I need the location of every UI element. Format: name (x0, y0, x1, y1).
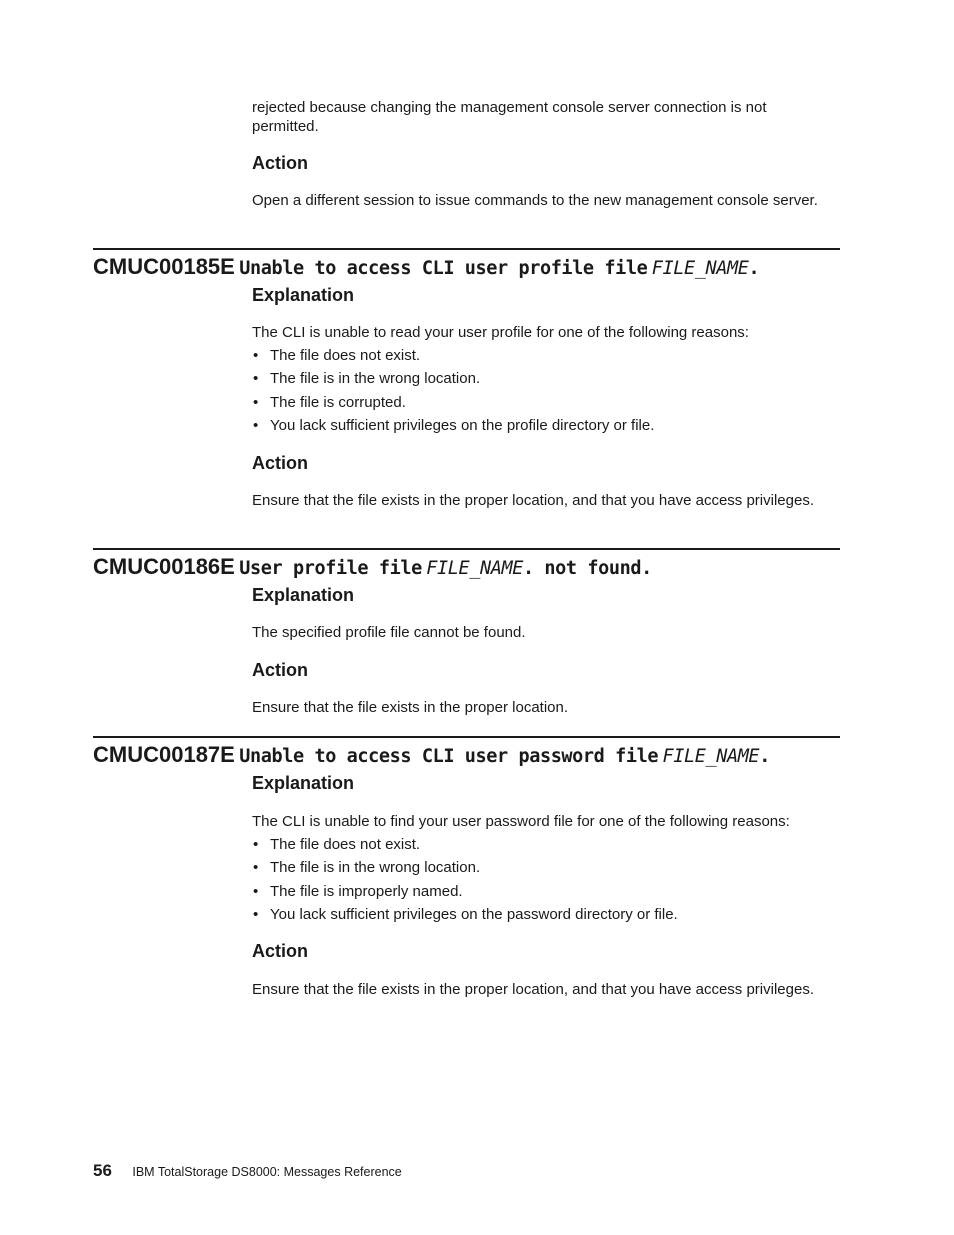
action-text: Ensure that the file exists in the proper location, and that you have access privileges. (252, 981, 814, 998)
list-item: • The file is improperly named. (252, 882, 832, 901)
page-number: 56 (93, 1161, 112, 1180)
explanation-text: The specified profile file cannot be found. (252, 624, 526, 641)
reason-list (252, 346, 832, 439)
message-text: Unable to access CLI user profile file (239, 258, 648, 279)
message-variable: FILE_NAME (662, 746, 760, 767)
action-text: Open a different session to issue commands to the new management console server. (252, 192, 818, 209)
action-heading: Action (252, 453, 308, 473)
book-title: IBM TotalStorage DS8000: Messages Reference (132, 1165, 402, 1179)
explanation-text: The CLI is unable to find your user password file for one of the following reasons: (252, 813, 790, 830)
explanation-heading: Explanation (252, 773, 355, 793)
list-item: • The file is in the wrong location. (252, 858, 832, 877)
message-text-end: . (748, 258, 760, 279)
message-variable: FILE_NAME (426, 558, 523, 579)
message-title (93, 742, 770, 768)
message-header-cmuc00185e (93, 248, 840, 279)
page-footer (93, 1161, 402, 1181)
action-text: Ensure that the file exists in the proper location. (252, 699, 569, 716)
message-id: CMUC00185E (93, 254, 235, 279)
intro-text: rejected because changing the management console server connection is not permitted. (252, 99, 767, 135)
explanation-text: The CLI is unable to read your user profile for one of the following reasons: (252, 324, 749, 341)
message-title (93, 254, 759, 280)
message-id: CMUC00187E (93, 742, 235, 767)
message-id: CMUC00186E (93, 554, 235, 579)
action-text: Ensure that the file exists in the proper location, and that you have access privileges. (252, 492, 814, 509)
message-text-end: . not found. (522, 558, 652, 579)
message-text: User profile file (239, 558, 422, 579)
explanation-heading: Explanation (252, 285, 355, 305)
action-heading: Action (252, 660, 308, 680)
reason-list (252, 835, 832, 928)
list-item: • The file is in the wrong location. (252, 369, 832, 388)
action-heading: Action (252, 941, 308, 961)
explanation-heading: Explanation (252, 585, 355, 605)
list-item: • You lack sufficient privileges on the password directory or file. (252, 905, 832, 924)
list-item: • The file does not exist. (252, 346, 832, 365)
list-item: • The file is corrupted. (252, 393, 832, 412)
action-heading: Action (252, 153, 308, 173)
message-variable: FILE_NAME (651, 258, 749, 279)
list-item: • You lack sufficient privileges on the profile directory or file. (252, 416, 832, 435)
message-text: Unable to access CLI user password file (239, 746, 659, 767)
message-text-end: . (759, 746, 770, 767)
message-header-cmuc00186e (93, 548, 840, 579)
list-item: • The file does not exist. (252, 835, 832, 854)
message-header-cmuc00187e (93, 736, 840, 767)
message-title (93, 554, 652, 580)
